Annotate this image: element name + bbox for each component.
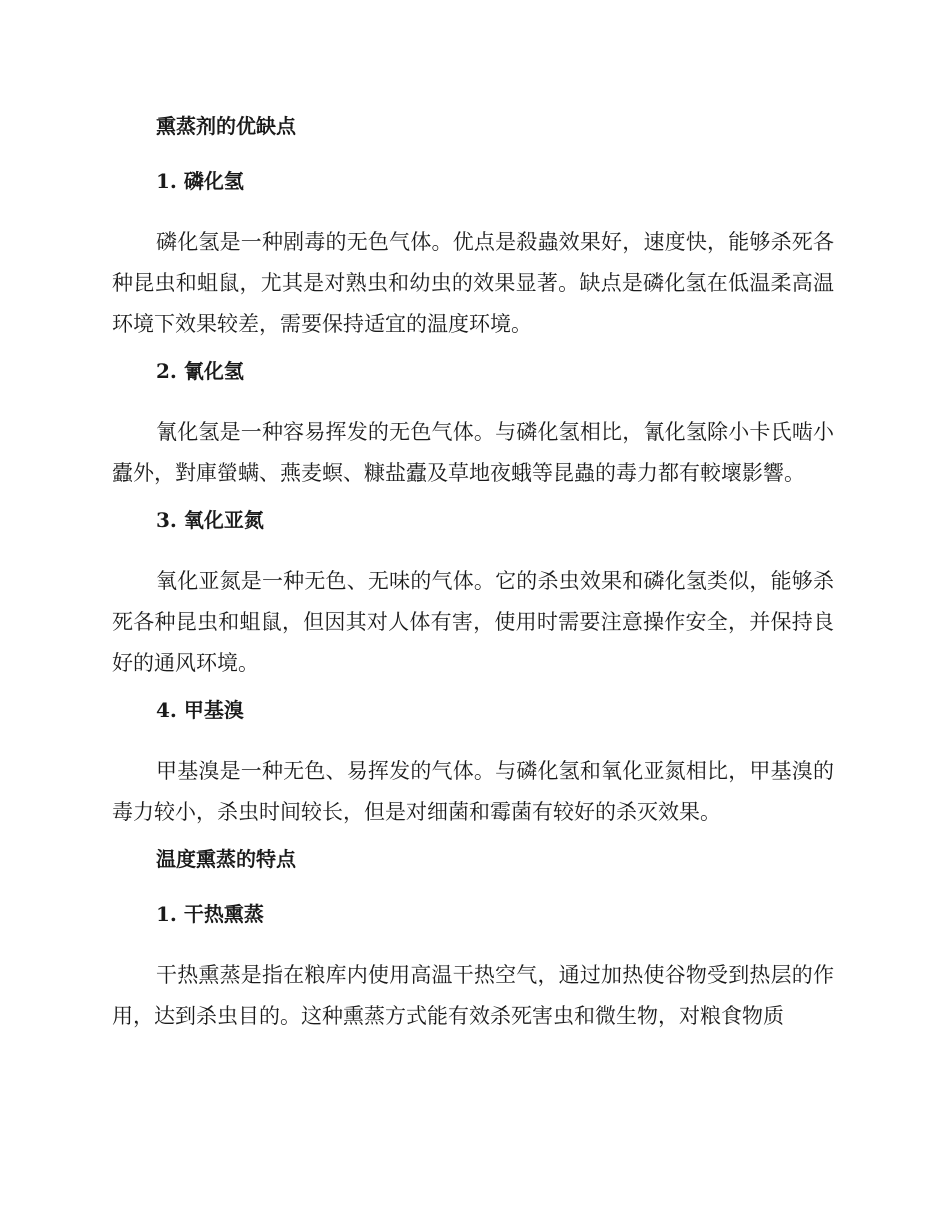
paragraph-methyl-bromide: 甲基溴是一种无色、易挥发的气体。与磷化氢和氧化亚氮相比，甲基溴的毒力较小，杀虫时间较长，但是对细菌和霉菌有较好的杀灭效果。: [112, 759, 834, 824]
paragraph-nitrous-oxide: 氧化亚氮是一种无色、无味的气体。它的杀虫效果和磷化氢类似，能够杀死各种昆虫和蛆鼠，但因其对人体有害，使用时需要注意操作安全，并保持良好的通风环境。: [112, 569, 834, 675]
subheading-dry-heat-fumigation: 1. 干热熏蒸: [156, 902, 264, 926]
section-heading-temperature-fumigation: 温度熏蒸的特点: [156, 847, 296, 871]
subheading-hydrogen-cyanide: 2. 氰化氢: [156, 359, 244, 383]
subheading-nitrous-oxide: 3. 氧化亚氮: [156, 508, 264, 532]
paragraph-dry-heat-fumigation: 干热熏蒸是指在粮库内使用高温干热空气，通过加热使谷物受到热层的作用，达到杀虫目的。这种熏蒸方式能有效杀死害虫和微生物，对粮食物质: [112, 963, 834, 1028]
subheading-methyl-bromide: 4. 甲基溴: [156, 698, 244, 722]
paragraph-phosphine: 磷化氢是一种剧毒的无色气体。优点是殺蟲效果好，速度快，能够杀死各种昆虫和蛆鼠，尤其是对熟虫和幼虫的效果显著。缺点是磷化氢在低温柔高温环境下效果较差，需要保持适宜的温度环境。: [112, 230, 834, 336]
paragraph-hydrogen-cyanide: 氰化氢是一种容易挥发的无色气体。与磷化氢相比，氰化氢除小卡氏啮小蠹外，對庫螢螨、燕麦螟、糠盐蠹及草地夜蛾等昆蟲的毒力都有較壞影響。: [112, 420, 834, 485]
section-heading-fumigant-pros-cons: 熏蒸剂的优缺点: [156, 114, 296, 138]
subheading-phosphine: 1. 磷化氢: [156, 169, 244, 193]
